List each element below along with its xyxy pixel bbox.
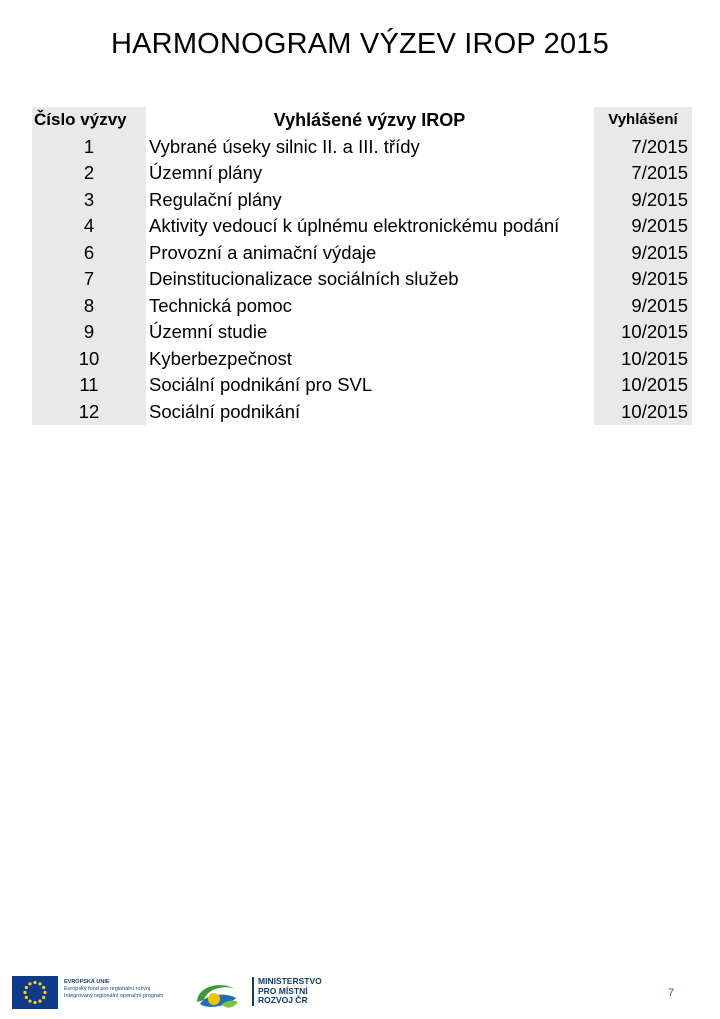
eu-star-icon (25, 996, 28, 999)
call-number-cell: 8 (32, 293, 146, 320)
announcement-cell: 10/2015 (594, 346, 692, 373)
call-number-cell: 12 (32, 399, 146, 426)
eu-star-icon (28, 982, 31, 985)
table-row (32, 187, 692, 214)
eu-star-icon (43, 991, 46, 994)
call-number-cell: 4 (32, 213, 146, 240)
announcement-cell: 10/2015 (594, 372, 692, 399)
table-row (32, 240, 692, 267)
table-row (32, 160, 692, 187)
call-number-cell: 2 (32, 160, 146, 187)
irop-logo-icon (192, 974, 242, 1014)
ministry-text-line: MINISTERSTVO (258, 976, 322, 986)
table-row (32, 134, 692, 161)
header-announcement: Vyhlášení (594, 107, 692, 134)
call-number-cell: 9 (32, 319, 146, 346)
announcement-cell: 9/2015 (594, 213, 692, 240)
call-number-cell: 7 (32, 266, 146, 293)
eu-flag-icon (12, 976, 58, 1009)
call-name-cell: Technická pomoc (146, 293, 590, 320)
call-name-cell: Kyberbezpečnost (146, 346, 590, 373)
eu-star-icon (42, 996, 45, 999)
table-row (32, 293, 692, 320)
eu-star-icon (23, 991, 26, 994)
call-name-cell: Územní plány (146, 160, 590, 187)
table-row (32, 399, 692, 426)
eu-star-icon (28, 1000, 31, 1003)
call-name-cell: Aktivity vedoucí k úplnému elektronickému podání (146, 213, 590, 240)
footer-logos (0, 480, 720, 1005)
call-schedule-table (32, 107, 692, 425)
page-number: 7 (668, 987, 675, 999)
table-header-row (32, 107, 692, 134)
eu-star-icon (33, 1001, 36, 1004)
call-number-cell: 6 (32, 240, 146, 267)
call-name-cell: Provozní a animační výdaje (146, 240, 590, 267)
eu-text-line: Integrovaný regionální operační program (64, 993, 164, 999)
call-name-cell: Vybrané úseky silnic II. a III. třídy (146, 134, 590, 161)
header-call-name: Vyhlášené výzvy IROP (146, 107, 590, 134)
slide-title: HARMONOGRAM VÝZEV IROP 2015 (111, 28, 609, 60)
call-name-cell: Sociální podnikání (146, 399, 590, 426)
announcement-cell: 9/2015 (594, 240, 692, 267)
eu-star-icon (42, 986, 45, 989)
eu-star-icon (25, 986, 28, 989)
table-row (32, 346, 692, 373)
announcement-cell: 10/2015 (594, 399, 692, 426)
announcement-cell: 10/2015 (594, 319, 692, 346)
call-number-cell: 3 (32, 187, 146, 214)
call-number-cell: 10 (32, 346, 146, 373)
table-row (32, 213, 692, 240)
eu-star-icon (38, 982, 41, 985)
announcement-cell: 9/2015 (594, 266, 692, 293)
announcement-cell: 9/2015 (594, 293, 692, 320)
eu-star-icon (38, 1000, 41, 1003)
table-row (32, 319, 692, 346)
header-call-number: Číslo výzvy (32, 107, 146, 134)
table-row (32, 372, 692, 399)
table-row (32, 266, 692, 293)
eu-text (64, 979, 184, 1000)
call-name-cell: Deinstitucionalizace sociálních služeb (146, 266, 590, 293)
announcement-cell: 9/2015 (594, 187, 692, 214)
eu-text-line: EVROPSKÁ UNIE (64, 979, 110, 985)
ministry-text-line: ROZVOJ ČR (258, 995, 308, 1005)
call-name-cell: Územní studie (146, 319, 590, 346)
eu-text-line: Evropský fond pro regionální rozvoj (64, 986, 151, 992)
call-name-cell: Regulační plány (146, 187, 590, 214)
call-number-cell: 1 (32, 134, 146, 161)
ministry-text-line: PRO MÍSTNÍ (258, 985, 308, 996)
announcement-cell: 7/2015 (594, 160, 692, 187)
eu-star-icon (33, 981, 36, 984)
ministry-logo-text (252, 977, 322, 1006)
call-name-cell: Sociální podnikání pro SVL (146, 372, 590, 399)
announcement-cell: 7/2015 (594, 134, 692, 161)
call-number-cell: 11 (32, 372, 146, 399)
